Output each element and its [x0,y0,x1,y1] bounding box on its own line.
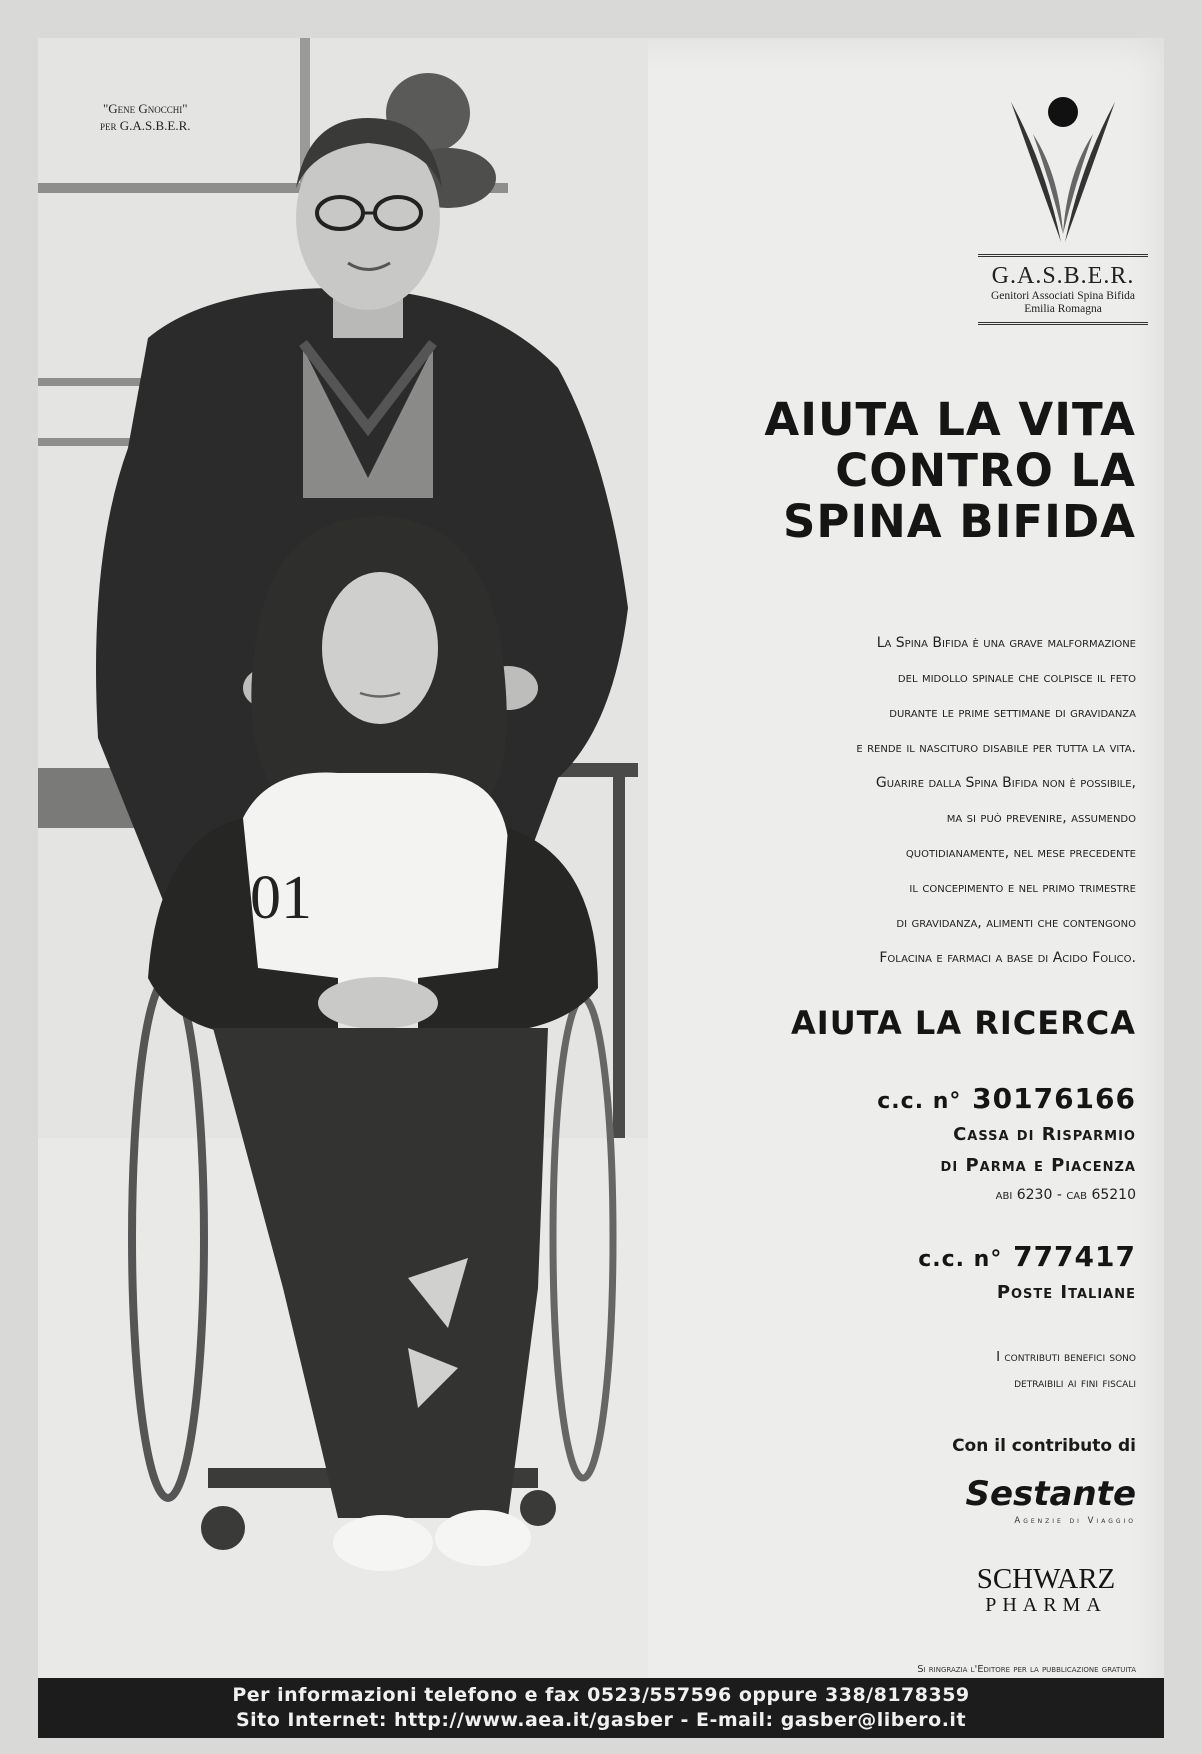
body-line: Guarire dalla Spina Bifida non è possibile, [875,775,1136,791]
headline [636,394,1136,547]
account-1-codes: abi 6230 - cab 65210 [995,1187,1136,1203]
body-text [666,626,1136,976]
headline-line-2: CONTRO LA [835,444,1136,497]
gasber-logo [978,94,1148,325]
body-line: del midollo spinale che colpisce il feto [897,670,1136,686]
body-line: La Spina Bifida è una grave malformazione [876,635,1136,651]
sponsor-schwarz-logo [956,1564,1136,1616]
photo-credit [100,100,191,134]
deduct-line-2: detraibili ai fini fiscali [1014,1375,1136,1391]
deduct-line-1: I contributi benefici sono [996,1349,1136,1365]
headline-line-3: SPINA BIFIDA [783,495,1136,548]
sponsor-2-bottom: PHARMA [985,1594,1107,1616]
contact-phone-line: Per informazioni telefono e fax 0523/557596 oppure 338/8178359 [232,1684,970,1706]
credit-line-1: "Gene Gnocchi" [102,101,188,116]
account-2-bank-line-1: Poste Italiane [996,1282,1136,1303]
contribution-label: Con il contributo di [952,1436,1136,1456]
sponsor-sestante-logo [966,1474,1137,1526]
account-1-bank-line-2: di Parma e Piacenza [940,1155,1136,1176]
shirt-number: 01 [250,864,312,932]
account-1-number: 30176166 [972,1082,1136,1115]
body-line: quotidianamente, nel mese precedente [905,845,1136,861]
sponsor-1-subtitle: Agenzie di Viaggio [1014,1516,1136,1526]
body-line: di gravidanza, alimenti che contengono [896,915,1136,931]
photo [38,38,648,1678]
credit-line-2: per G.A.S.B.E.R. [100,118,191,133]
account-1-bank-line-1: Cassa di Risparmio [953,1124,1136,1145]
poster [38,38,1164,1738]
sponsor-2-top: SCHWARZ [976,1563,1116,1595]
contact-bar [38,1678,1164,1738]
logo-name: G.A.S.B.E.R. [978,254,1148,290]
text-column [638,38,1148,1678]
account-2-number-line [918,1240,1136,1277]
logo-subtitle-1: Genitori Associati Spina Bifida [990,290,1136,302]
girl-face [322,572,438,724]
body-line: Folacina e farmaci a base di Acido Folico. [879,950,1136,966]
account-2-number: 777417 [1013,1240,1136,1273]
body-line: durante le prime settimane di gravidanza [889,705,1136,721]
sub-headline: AIUTA LA RICERCA [791,1004,1136,1042]
body-line: il concepimento e nel primo trimestre [909,880,1136,896]
photo-illustration [38,38,648,1678]
gasber-figure-icon [1003,94,1123,244]
sponsor-1-name: Sestante [965,1474,1136,1514]
account-1-label: c.c. n° [877,1089,962,1114]
contact-web-line: Sito Internet: http://www.aea.it/gasber - E-mail: gasber@libero.it [235,1709,967,1731]
thanks-note: Si ringrazia l'Editore per la pubblicazione gratuita [917,1664,1136,1675]
headline-line-1: AIUTA LA VITA [764,393,1136,446]
account-2-label: c.c. n° [918,1247,1003,1272]
tax-deduction-note [996,1344,1136,1396]
girl-shoe-left [333,1515,433,1571]
girl-shoe-right [435,1510,531,1566]
account-1-number-line [877,1082,1136,1119]
logo-subtitle-2: Emilia Romagna [978,303,1148,325]
body-line: e rende il nascituro disabile per tutta la vita. [856,740,1136,756]
account-1 [877,1082,1136,1209]
body-line: ma si può prevenire, assumendo [946,810,1136,826]
account-2 [918,1240,1136,1308]
